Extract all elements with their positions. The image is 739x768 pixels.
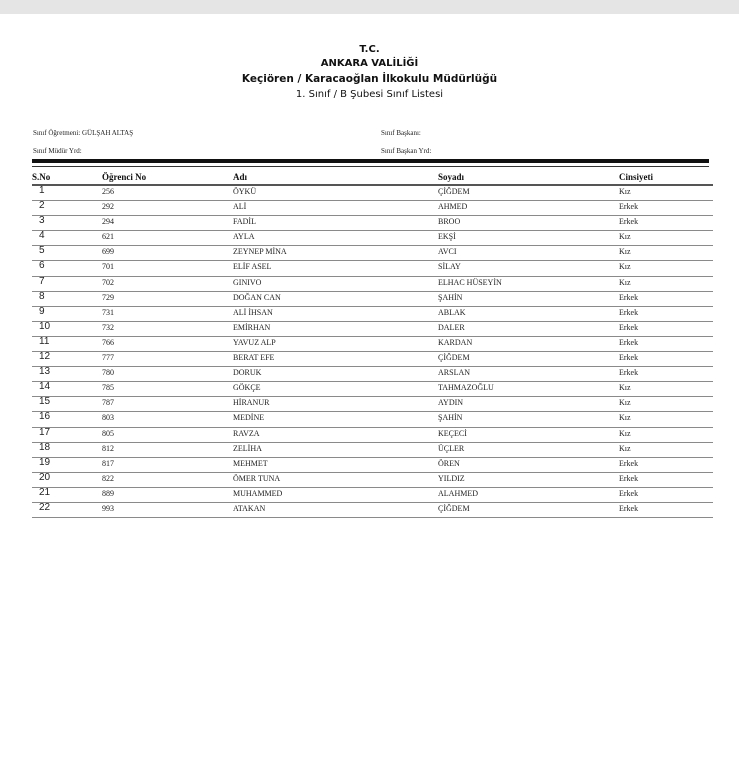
cell-sno: 9 xyxy=(39,305,45,317)
table-row xyxy=(32,428,713,443)
table-row xyxy=(32,443,713,458)
cell-surname: ÇİĞDEM xyxy=(438,187,470,196)
table-row xyxy=(32,246,713,261)
cell-surname: KEÇECİ xyxy=(438,428,467,438)
cell-gender: Kız xyxy=(619,443,631,453)
cell-name: DORUK xyxy=(233,368,262,378)
cell-name: MEDİNE xyxy=(233,413,265,423)
cell-gender: Kız xyxy=(619,277,631,287)
cell-student-no: 699 xyxy=(102,247,114,257)
cell-gender: Kız xyxy=(619,247,631,257)
teacher-label: Sınıf Öğretmeni: GÜLŞAH ALTAŞ xyxy=(33,129,134,137)
cell-sno: 4 xyxy=(39,230,45,242)
cell-student-no: 889 xyxy=(102,488,114,498)
header-line-class-list: 1. Sınıf / B Şubesi Sınıf Listesi xyxy=(295,89,444,100)
cell-name: DOĞAN CAN xyxy=(233,292,281,302)
cell-gender: Kız xyxy=(619,413,631,423)
cell-surname: ÜÇLER xyxy=(438,443,465,453)
cell-name: GÖKÇE xyxy=(233,383,261,393)
cell-sno: 18 xyxy=(39,441,51,453)
vice-principal-label: Sınıf Müdür Yrd: xyxy=(33,147,82,155)
cell-sno: 1 xyxy=(39,185,45,196)
cell-sno: 16 xyxy=(39,411,51,423)
header-line-governorship: ANKARA VALİLİĞİ xyxy=(320,58,419,69)
column-header-surname: Soyadı xyxy=(438,172,465,182)
cell-student-no: 817 xyxy=(102,458,114,468)
cell-name: MEHMET xyxy=(233,458,268,468)
cell-sno: 3 xyxy=(39,215,45,227)
cell-surname: ÇİĞDEM xyxy=(438,503,470,513)
cell-name: ZELİHA xyxy=(233,443,262,453)
table-row xyxy=(32,412,713,427)
table-row xyxy=(32,307,713,322)
header-line-tc: T.C. xyxy=(359,44,380,55)
cell-sno: 6 xyxy=(39,260,45,272)
cell-gender: Erkek xyxy=(619,337,639,347)
cell-student-no: 729 xyxy=(102,292,114,302)
cell-gender: Erkek xyxy=(619,353,639,363)
cell-student-no: 702 xyxy=(102,277,114,287)
cell-surname: EKŞİ xyxy=(438,232,456,242)
table-row xyxy=(32,367,713,382)
cell-gender: Erkek xyxy=(619,202,639,212)
cell-name: ELİF ASEL xyxy=(233,262,272,272)
table-row xyxy=(32,382,713,397)
cell-student-no: 785 xyxy=(102,383,114,393)
cell-student-no: 292 xyxy=(102,202,114,212)
cell-name: BERAT EFE xyxy=(233,353,275,363)
table-row xyxy=(32,397,713,412)
table-row xyxy=(32,231,713,246)
cell-name: ATAKAN xyxy=(233,503,266,513)
cell-sno: 15 xyxy=(39,396,51,408)
cell-name: ÖMER TUNA xyxy=(233,473,281,483)
cell-gender: Erkek xyxy=(619,368,639,378)
table-row xyxy=(32,337,713,352)
cell-name: FADİL xyxy=(233,217,256,227)
column-header-gender: Cinsiyeti xyxy=(619,172,654,182)
cell-name: AYLA xyxy=(233,232,255,242)
cell-student-no: 812 xyxy=(102,443,114,453)
cell-surname: ELHAC HÜSEYİN xyxy=(438,277,502,287)
table-row xyxy=(32,292,713,307)
cell-name: ALİ xyxy=(233,202,247,212)
top-bar xyxy=(0,0,739,14)
table-row xyxy=(32,322,713,337)
cell-gender: Erkek xyxy=(619,292,639,302)
cell-sno: 2 xyxy=(39,200,45,212)
cell-student-no: 822 xyxy=(102,473,114,483)
cell-surname: ÇİĞDEM xyxy=(438,353,470,363)
cell-student-no: 294 xyxy=(102,217,114,227)
table-row xyxy=(32,216,713,231)
table-row xyxy=(32,261,713,276)
cell-surname: BROO xyxy=(438,217,461,227)
table-row xyxy=(32,503,713,518)
column-header-sno: S.No xyxy=(32,172,51,182)
column-header-name: Adı xyxy=(233,172,248,182)
cell-sno: 7 xyxy=(39,275,45,287)
cell-surname: ARSLAN xyxy=(438,368,471,378)
cell-name: ZEYNEP MİNA xyxy=(233,247,287,257)
cell-gender: Kız xyxy=(619,428,631,438)
table-header xyxy=(32,171,713,184)
cell-gender: Erkek xyxy=(619,217,639,227)
cell-student-no: 766 xyxy=(102,337,114,347)
cell-sno: 20 xyxy=(39,471,51,483)
cell-surname: KARDAN xyxy=(438,337,473,347)
cell-sno: 13 xyxy=(39,366,51,378)
cell-gender: Erkek xyxy=(619,307,639,317)
cell-surname: YILDIZ xyxy=(438,473,465,483)
cell-gender: Kız xyxy=(619,383,631,393)
cell-name: EMİRHAN xyxy=(233,322,271,332)
table-row xyxy=(32,277,713,292)
cell-sno: 19 xyxy=(39,456,51,468)
cell-surname: DALER xyxy=(438,322,465,332)
cell-surname: AVCI xyxy=(438,247,457,257)
cell-name: YAVUZ ALP xyxy=(233,337,276,347)
cell-sno: 14 xyxy=(39,381,51,393)
cell-sno: 10 xyxy=(39,320,51,332)
cell-student-no: 621 xyxy=(102,232,114,242)
table-row xyxy=(32,201,713,216)
cell-gender: Kız xyxy=(619,232,631,242)
class-vice-president-label: Sınıf Başkan Yrd: xyxy=(381,147,432,155)
cell-name: GINIVO xyxy=(233,277,262,287)
cell-sno: 22 xyxy=(39,501,51,513)
cell-surname: ŞAHİN xyxy=(438,413,463,423)
divider-thick xyxy=(32,159,709,163)
table-row xyxy=(32,352,713,367)
cell-surname: ŞAHİN xyxy=(438,292,463,302)
cell-sno: 12 xyxy=(39,351,51,363)
cell-sno: 11 xyxy=(39,335,50,347)
cell-name: RAVZA xyxy=(233,428,260,438)
table-row xyxy=(32,488,713,503)
table-row xyxy=(32,458,713,473)
cell-student-no: 780 xyxy=(102,368,114,378)
cell-surname: AYDIN xyxy=(438,398,464,408)
cell-student-no: 787 xyxy=(102,398,114,408)
cell-gender: Kız xyxy=(619,187,631,196)
cell-sno: 5 xyxy=(39,245,45,257)
cell-student-no: 256 xyxy=(102,187,114,196)
header-line-school: Keçiören / Karacaoğlan İlkokulu Müdürlüğü xyxy=(241,73,498,85)
cell-student-no: 993 xyxy=(102,503,114,513)
cell-name: ALİ İHSAN xyxy=(233,307,273,317)
cell-gender: Erkek xyxy=(619,458,639,468)
cell-student-no: 731 xyxy=(102,307,114,317)
cell-surname: ABLAK xyxy=(438,307,466,317)
table-row xyxy=(32,473,713,488)
cell-name: MUHAMMED xyxy=(233,488,283,498)
class-president-label: Sınıf Başkanı: xyxy=(381,129,421,137)
cell-gender: Erkek xyxy=(619,488,639,498)
cell-gender: Erkek xyxy=(619,473,639,483)
table-row xyxy=(32,186,713,201)
cell-sno: 21 xyxy=(39,486,51,498)
cell-surname: AHMED xyxy=(438,202,468,212)
column-header-student-no: Öğrenci No xyxy=(102,172,147,182)
cell-gender: Erkek xyxy=(619,322,639,332)
cell-name: ÖYKÜ xyxy=(233,187,257,196)
cell-student-no: 701 xyxy=(102,262,114,272)
cell-surname: TAHMAZOĞLU xyxy=(438,383,494,393)
cell-sno: 8 xyxy=(39,290,45,302)
cell-surname: ÖREN xyxy=(438,458,460,468)
cell-gender: Erkek xyxy=(619,503,639,513)
cell-surname: SİLAY xyxy=(438,262,461,272)
cell-student-no: 777 xyxy=(102,353,114,363)
divider-thin xyxy=(32,166,709,167)
cell-student-no: 803 xyxy=(102,413,114,423)
cell-gender: Kız xyxy=(619,398,631,408)
cell-student-no: 805 xyxy=(102,428,114,438)
cell-gender: Kız xyxy=(619,262,631,272)
cell-surname: ALAHMED xyxy=(438,488,478,498)
cell-name: HİRANUR xyxy=(233,398,270,408)
student-table-body xyxy=(32,186,713,518)
cell-student-no: 732 xyxy=(102,322,114,332)
cell-sno: 17 xyxy=(39,426,51,438)
